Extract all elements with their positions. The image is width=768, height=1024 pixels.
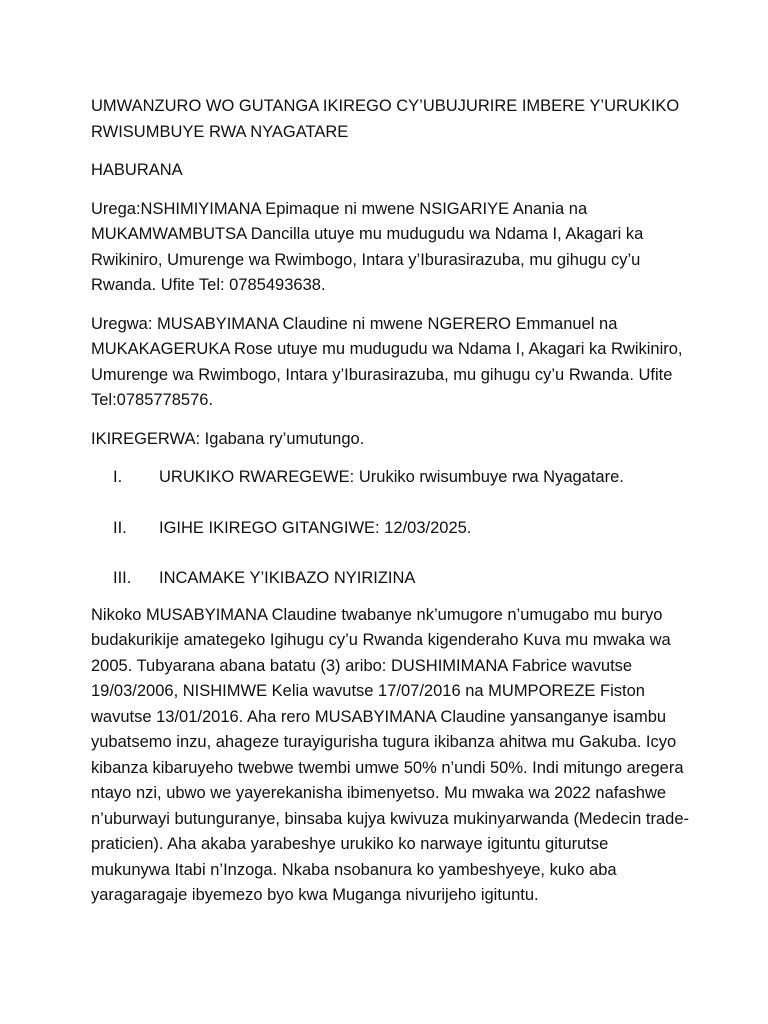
list-item-text: INCAMAKE Y’IKIBAZO NYIRIZINA: [159, 569, 416, 587]
title-line-1: UMWANZURO WO GUTANGA IKIREGO CY’UBUJURIRE IMBERE Y’URUKIKO: [91, 97, 680, 115]
uregwa-paragraph: Uregwa: MUSABYIMANA Claudine ni mwene NGERERO Emmanuel na MUKAKAGERUKA Rose utuye mu mudugudu wa Ndama I, Akagari ka Rwikiniro, Umurenge wa Rwimbogo, Intara y’Iburasirazuba, mu gihugu cy’u Rwanda. Ufite Tel:0785778576.: [91, 314, 683, 409]
list-item: [91, 465, 691, 491]
list-item-text: IGIHE IKIREGO GITANGIWE: 12/03/2025.: [159, 518, 472, 537]
urega-paragraph: Urega:NSHIMIYIMANA Epimaque ni mwene NSIGARIYE Anania na MUKAMWAMBUTSA Dancilla utuye mu mudugudu wa Ndama I, Akagari ka Rwikiniro, Umurenge wa Rwimbogo, Intara y’Iburasirazuba, mu gihugu cy’u Rwanda. Ufite Tel: 0785493638.: [91, 199, 644, 294]
numbered-list: [91, 465, 691, 592]
list-item-text: URUKIKO RWAREGEWE: Urukiko rwisumbuye rwa Nyagatare.: [159, 468, 624, 486]
body-paragraph: Nikoko MUSABYIMANA Claudine twabanye nk’umugore n’umugabo mu buryo budakurikije amategeko Igihugu cy’u Rwanda kigenderaho Kuva mu mwaka wa 2005. Tubyarana abana batatu (3) aribo: DUSHIMIMANA Fabrice wavutse 19/03/2006, NISHIMWE Kelia wavutse 17/07/2016 na MUMPOREZE Fiston wavutse 13/01/2016. Aha rero MUSABYIMANA Claudine yansanganye isambu yubatsemo inzu, ahageze turayigurisha tugura ikibanza ahitwa mu Gakuba. Icyo kibanza kibaruyeho twebwe twembi umwe 50% n’undi 50%. Indi mitungo aregera ntayo nzi, ubwo we yayerekanisha ibimenyetso. Mu mwaka wa 2022 nafashwe n’uburwayi butunguranye, binsaba kujya kwivuza mukinyarwanda (Medecin trade-praticien). Aha akaba yarabeshye urukiko ko narwaye igituntu giturutse mukunywa Itabi n’Inzoga. Nkaba nsobanura ko yambeshyeye, kuko aba yaragaragaje ibyemezo byo kwa Muganga nivurijeho igituntu.: [91, 605, 689, 904]
list-item-number: I.: [113, 468, 123, 486]
list-item-number: III.: [113, 569, 132, 587]
list-item-number: II.: [113, 518, 127, 537]
list-item: [91, 566, 691, 592]
title-line-2: RWISUMBUYE RWA NYAGATARE: [91, 122, 349, 141]
list-item: [91, 516, 691, 542]
haburana-heading: HABURANA: [91, 161, 183, 179]
ikiregerwa-paragraph: IKIREGERWA: Igabana ry’umutungo.: [91, 429, 365, 448]
document-body: [91, 94, 691, 922]
document-title: [91, 94, 691, 145]
